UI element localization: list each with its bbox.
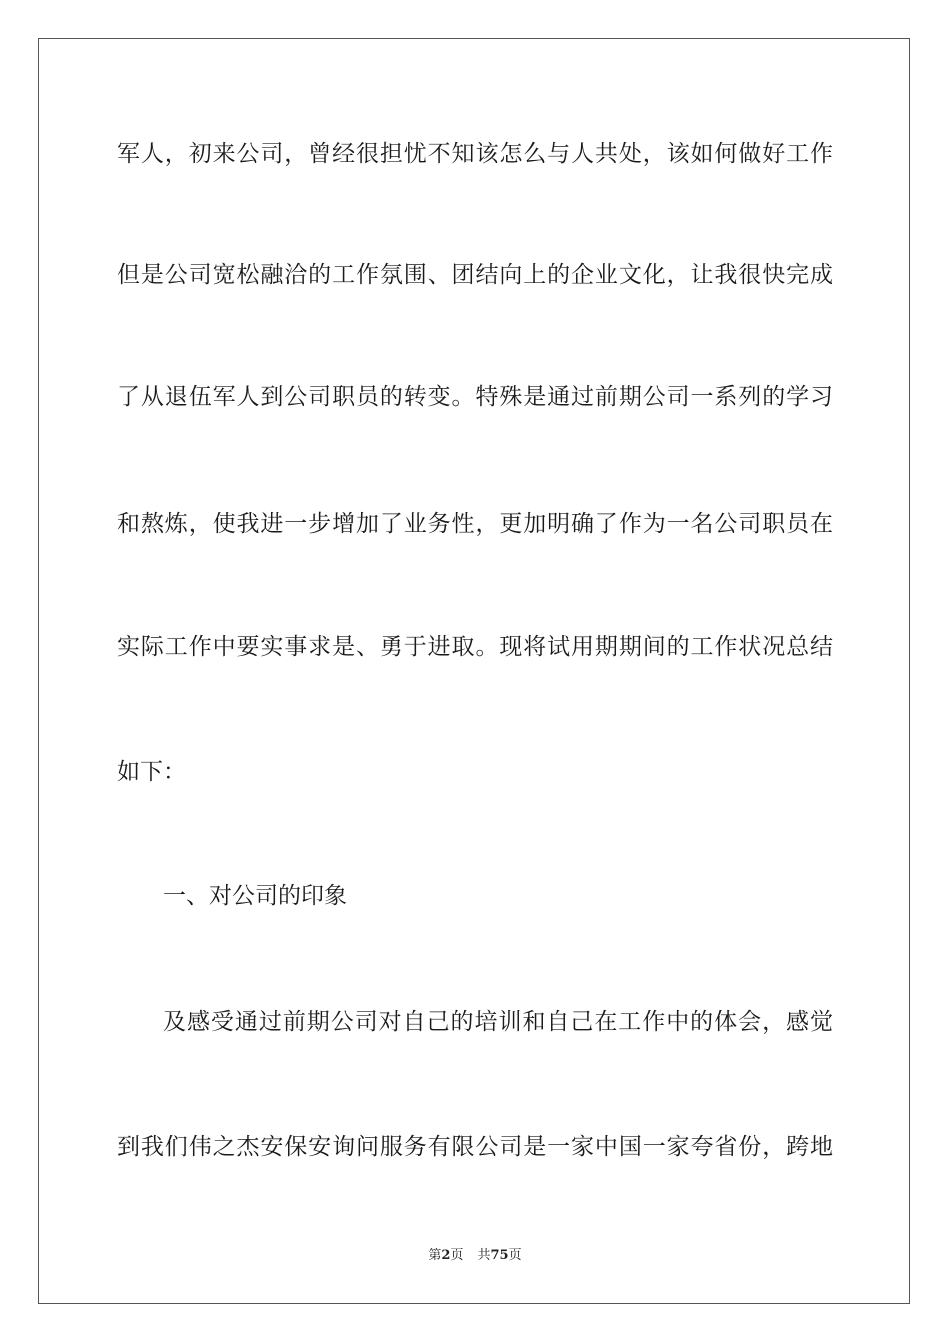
section-heading: 一、对公司的印象: [163, 883, 347, 909]
paragraph-line-6: 如下：: [117, 759, 186, 785]
paragraph-line-5: 实际工作中要实事求是、勇于进取。现将试用期期间的工作状况总结: [117, 634, 833, 660]
footer-page-prefix: 第: [428, 1248, 442, 1263]
paragraph-line-3: 了从退伍军人到公司职员的转变。特殊是通过前期公司一系列的学习: [117, 384, 833, 410]
footer-total-prefix: 共: [477, 1248, 491, 1263]
paragraph-line-2: 但是公司宽松融洽的工作氛围、团结向上的企业文化，让我很快完成: [117, 262, 833, 288]
paragraph-line-4: 和熬炼，使我进一步增加了业务性，更加明确了作为一名公司职员在: [117, 511, 833, 537]
footer-page-number: 2: [441, 1248, 451, 1263]
page-footer: [0, 1246, 950, 1266]
footer-total-pages: 75: [490, 1248, 509, 1263]
paragraph-line-8: 到我们伟之杰安保安询问服务有限公司是一家中国一家夸省份，跨地: [117, 1134, 833, 1160]
paragraph-line-1: 军人，初来公司，曾经很担忧不知该怎么与人共处，该如何做好工作: [117, 141, 833, 167]
footer-total-suffix: 页: [508, 1248, 522, 1263]
page-border: [38, 38, 910, 1304]
paragraph-line-7: 及感受通过前期公司对自己的培训和自己在工作中的体会，感觉: [163, 1009, 833, 1035]
footer-page-suffix: 页: [450, 1248, 464, 1263]
